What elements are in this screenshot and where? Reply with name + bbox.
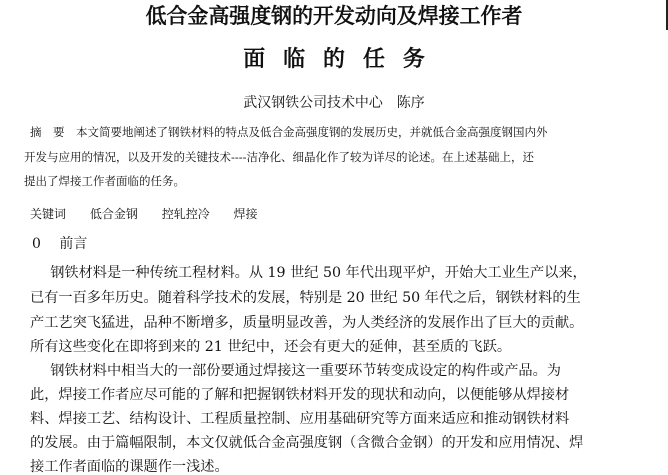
body-line: 此，焊接工作者应尽可能的了解和把握钢铁材料开发的现状和动向，以便能够从焊接材 [30,387,570,403]
body-line: 已有一百多年历史。随着科学技术的发展，特别是 20 世纪 50 年代之后，钢铁材料的生 [30,290,581,306]
body-line: 所有这些变化在即将到来的 21 世纪中，还会有更大的延伸，甚至质的飞跃。 [30,339,512,355]
keyword-item: 焊接 [233,207,258,221]
body-line: 接工作者面临的课题作一浅述。 [30,459,229,475]
section-number: 0 [32,236,41,252]
abstract-line: 摘 要 本文简要地阐述了钢铁材料的特点及低合金高强度钢的发展历史，并就低合金高强度钢国内外 [30,125,548,139]
author-affiliation: 武汉钢铁公司技术中心 陈序 [243,95,425,111]
section-heading [32,237,87,251]
abstract-line: 提出了焊接工作者面临的任务。 [24,174,185,188]
keyword-item: 低合金钢 [89,207,138,221]
keywords-label: 关键词 [30,207,67,221]
abstract-line: 开发与应用的情况，以及开发的关键技术----洁净化、细晶化作了较为详尽的论述。在上述基础上，还 [24,150,535,164]
body-line: 产工艺突飞猛进，品种不断增多，质量明显改善，为人类经济的发展作出了巨大的贡献。 [30,315,584,331]
body-line: 钢铁材料是一种传统工程材料。从 19 世纪 50 年代出现平炉，开始大工业生产以来， [36,265,587,281]
keywords [30,208,278,220]
body-line: 的发展。由于篇幅限制，本文仅就低合金高强度钢（含微合金钢）的开发和应用情况、焊 [30,435,584,451]
paper-title: 低合金高强度钢的开发动向及焊接工作者 [145,4,523,28]
keyword-item: 控轧控冷 [161,207,210,221]
section-title: 前言 [59,236,88,252]
body-line: 料、焊接工艺、结构设计、工程质量控制、应用基础研究等方面来适应和推动钢铁材料 [30,411,570,427]
body-line: 钢铁材料中相当大的一部份要通过焊接这一重要环节转变成设定的构件或产品。为 [36,363,561,379]
paper-title-line2: 面临的任务 [243,47,443,72]
